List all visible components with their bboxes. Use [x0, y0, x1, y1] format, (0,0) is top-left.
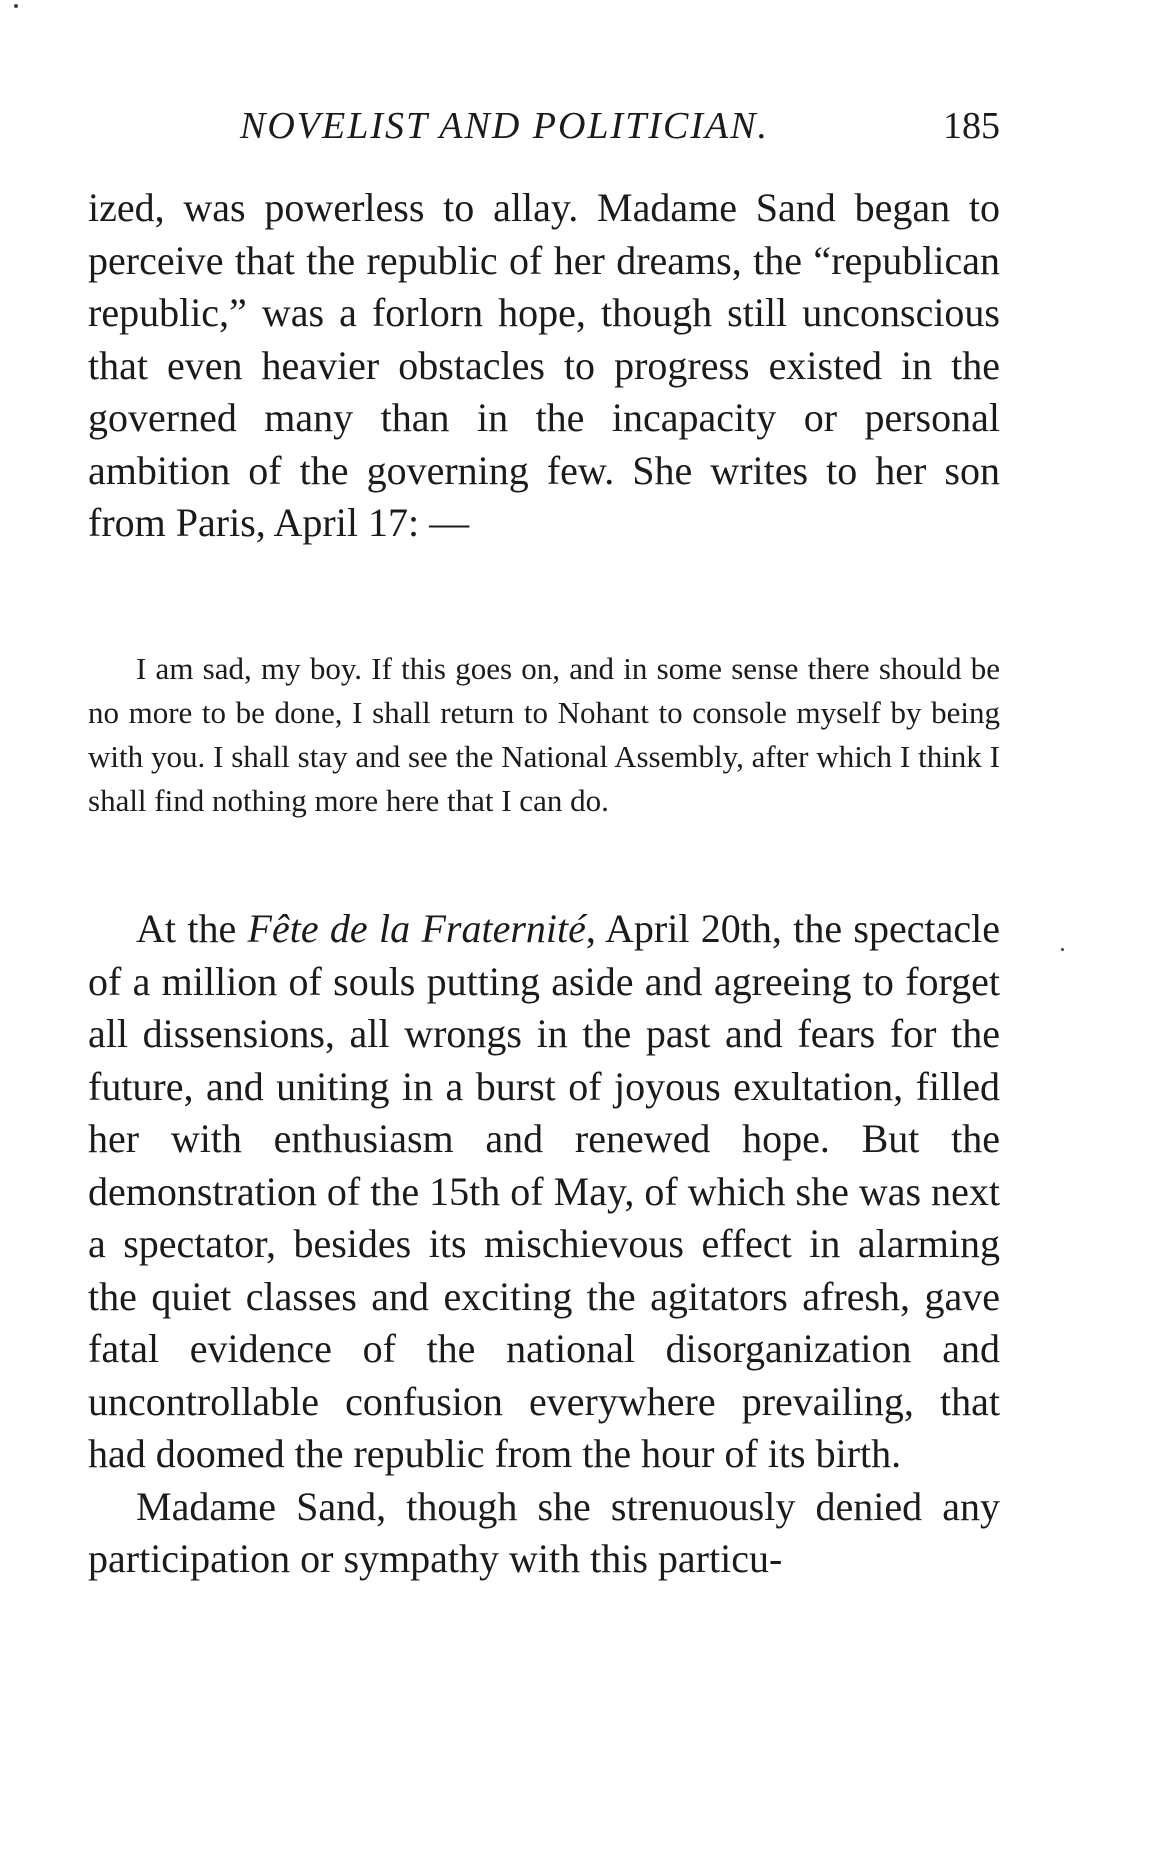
print-speck	[1061, 948, 1064, 951]
paragraph-3: Madame Sand, though she strenuously denied any participation or sympathy with this particu-	[88, 1483, 1000, 1581]
page-number: 185	[943, 105, 1000, 147]
paragraph-2-text	[88, 903, 1000, 1481]
paragraph-2-rest: , April 20th, the spectacle of a million of souls putting aside and agreeing to forget all dissensions, all wrongs in the past and fears for the future, and uniting in a burst of joyous exultation, filled her with enthusiasm and renewed hope. But the demonstration of the 15th of May, of which she was next a spectator, besides its mischievous effect in alarming the quiet classes and exciting the agitators afresh, gave fatal evidence of the national disorganization and uncontrollable confusion everywhere prevailing, that had doomed the republic from the hour of its birth.	[88, 906, 1000, 1476]
header-title: NOVELIST AND POLITICIAN.	[240, 105, 770, 147]
paragraph-2	[88, 903, 1000, 1586]
paragraph-2-lead: At the	[136, 906, 248, 951]
block-quote: I am sad, my boy. If this goes on, and in some sense there should be no more to be done, I shall return to Nohant to console myself by being with you. I shall stay and see the National Assembly, after which I think I shall find nothing more here that I can do.	[88, 651, 1000, 818]
running-header	[240, 104, 1000, 154]
print-speck	[14, 4, 18, 8]
paragraph-1: ized, was powerless to allay. Madame Sand began to perceive that the republic of her dreams, the “republican republic,” was a forlorn hope, though still unconscious that even heavier obstacles to progress existed in the governed many than in the incapacity or personal ambition of the governing few. She writes to her son from Paris, April 17: —	[88, 185, 1000, 545]
fete-title: Fête de la Fraternité	[247, 906, 586, 951]
